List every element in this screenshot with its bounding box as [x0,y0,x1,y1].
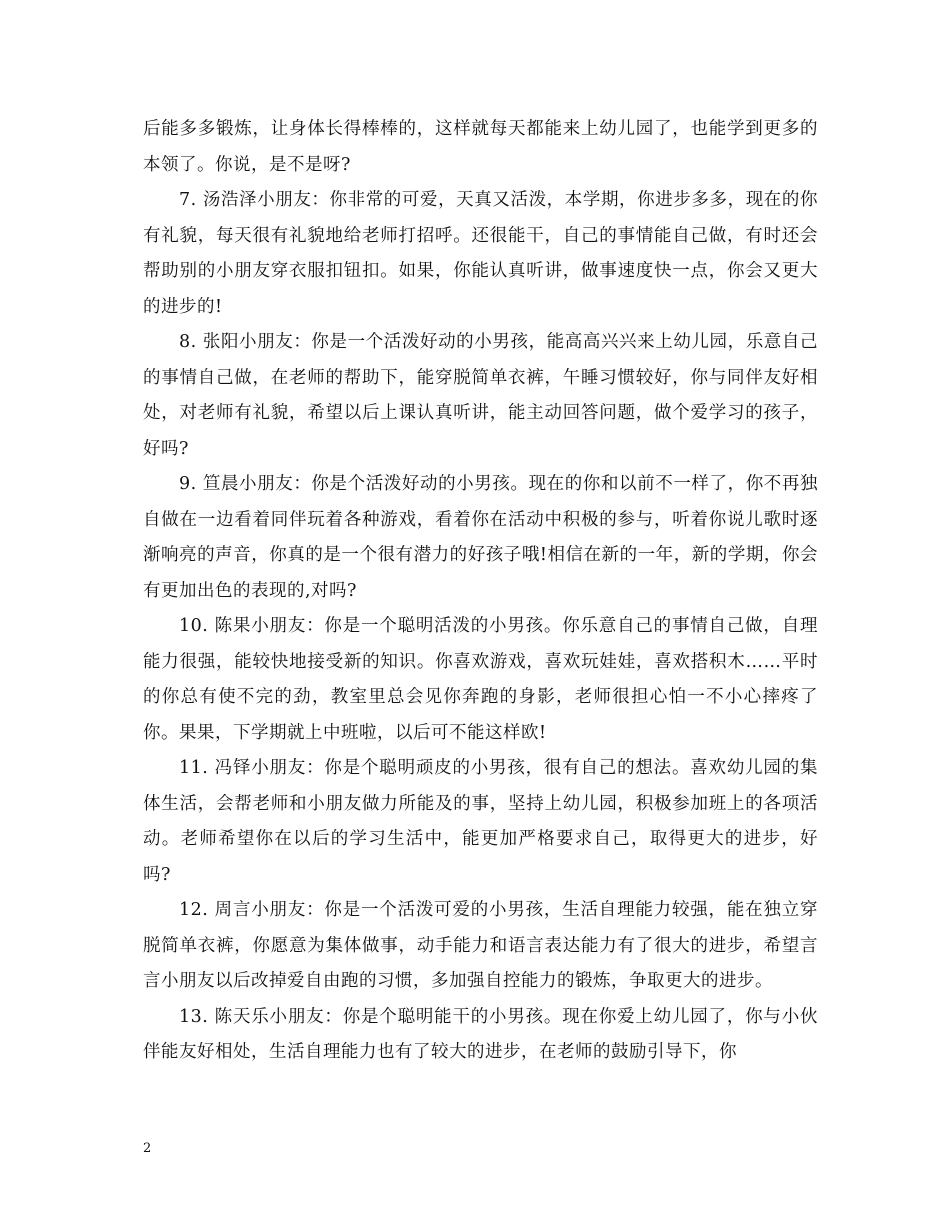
document-body [143,112,818,1071]
paragraph-item-8: 8. 张阳小朋友：你是一个活泼好动的小男孩，能高高兴兴来上幼儿园，乐意自己的事情自己做，在老师的帮助下，能穿脱简单衣裤，午睡习惯较好，你与同伴友好相处，对老师有礼貌，希望以后上课认真听讲，能主动回答问题，做个爱学习的孩子，好吗? [143,332,818,459]
paragraph-item-9: 9. 笪晨小朋友：你是个活泼好动的小男孩。现在的你和以前不一样了，你不再独自做在一边看着同伴玩着各种游戏，看着你在活动中积极的参与，听着你说儿歌时逐渐响亮的声音，你真的是一个很有潜力的好孩子哦!相信在新的一年，新的学期，你会有更加出色的表现的,对吗? [143,474,818,601]
paragraph-item-13: 13. 陈天乐小朋友：你是个聪明能干的小男孩。现在你爱上幼儿园了，你与小伙伴能友好相处，生活自理能力也有了较大的进步，在老师的鼓励引导下，你 [143,1006,818,1062]
paragraph-continuation: 后能多多锻炼，让身体长得棒棒的，这样就每天都能来上幼儿园了，也能学到更多的本领了。你说，是不是呀? [143,119,818,175]
paragraph-item-11: 11. 冯铎小朋友：你是个聪明顽皮的小男孩，很有自己的想法。喜欢幼儿园的集体生活，会帮老师和小朋友做力所能及的事，坚持上幼儿园，积极参加班上的各项活动。老师希望你在以后的学习生活中，能更加严格要求自己，取得更大的进步，好吗? [143,758,818,885]
page-number: 2 [143,1141,152,1156]
paragraph-item-10: 10. 陈果小朋友：你是一个聪明活泼的小男孩。你乐意自己的事情自己做，自理能力很强，能较快地接受新的知识。你喜欢游戏，喜欢玩娃娃，喜欢搭积木……平时的你总有使不完的劲，教室里总会见你奔跑的身影，老师很担心怕一不小心摔疼了你。果果，下学期就上中班啦，以后可不能这样欧! [143,616,818,743]
paragraph-item-12: 12. 周言小朋友：你是一个活泼可爱的小男孩，生活自理能力较强，能在独立穿脱简单衣裤，你愿意为集体做事，动手能力和语言表达能力有了很大的进步，希望言言小朋友以后改掉爱自由跑的习惯，多加强自控能力的锻炼，争取更大的进步。 [143,900,818,991]
paragraph-item-7: 7. 汤浩泽小朋友：你非常的可爱，天真又活泼，本学期，你进步多多，现在的你有礼貌，每天很有礼貌地给老师打招呼。还很能干，自己的事情能自己做，有时还会帮助别的小朋友穿衣服扣钮扣。如果，你能认真听讲，做事速度快一点，你会又更大的进步的! [143,190,818,317]
